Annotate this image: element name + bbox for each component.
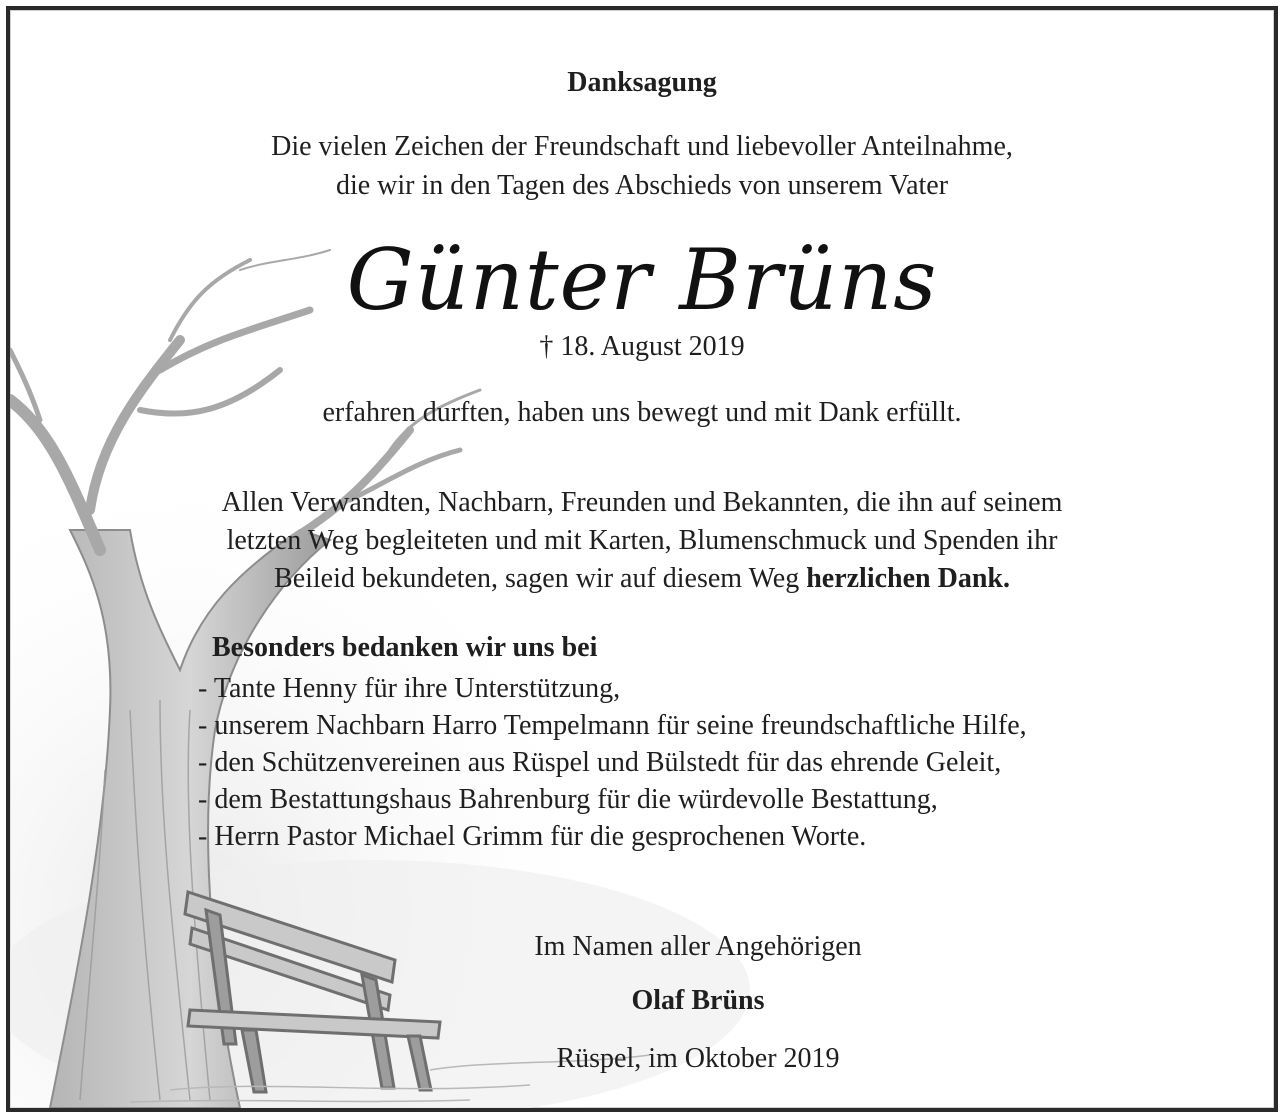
list-item: - den Schützenvereinen aus Rüspel und Bülstedt für das ehrende Geleit, <box>198 747 1002 778</box>
intro-line-2: die wir in den Tagen des Abschieds von unserem Vater <box>335 170 949 201</box>
place-date: Rüspel, im Oktober 2019 <box>556 1043 840 1074</box>
intro-line-1: Die vielen Zeichen der Freundschaft und liebevoller Anteilnahme, <box>271 131 1013 162</box>
deceased-name: Günter Brüns <box>346 231 938 329</box>
list-item: - Tante Henny für ihre Unterstützung, <box>198 673 621 704</box>
special-thanks-heading: Besonders bedanken wir uns bei <box>212 632 598 663</box>
death-date: † 18. August 2019 <box>539 331 745 362</box>
list-item: - Herrn Pastor Michael Grimm für die gesprochenen Worte. <box>198 821 867 852</box>
thanks-line-3 <box>10 560 1274 598</box>
list-item: - unserem Nachbarn Harro Tempelmann für seine freundschaftliche Hilfe, <box>198 710 1027 741</box>
after-name-text: erfahren durften, haben uns bewegt und mit Dank erfüllt. <box>322 397 962 428</box>
thanks-line-1: Allen Verwandten, Nachbarn, Freunden und Bekannten, die ihn auf seinem <box>221 487 1063 518</box>
thanks-line-2: letzten Weg begleiteten und mit Karten, Blumenschmuck und Spenden ihr <box>226 525 1058 556</box>
obituary-card <box>6 6 1278 1112</box>
thanks-emphasis: herzlichen Dank. <box>806 563 1010 594</box>
on-behalf-text: Im Namen aller Angehörigen <box>534 931 862 962</box>
special-thanks-list <box>198 670 1027 855</box>
signer-name: Olaf Brüns <box>631 985 765 1016</box>
heading: Danksagung <box>567 67 717 98</box>
list-item: - dem Bestattungshaus Bahrenburg für die würdevolle Bestattung, <box>198 784 938 815</box>
thanks-line-3-plain: Beileid bekundeten, sagen wir auf diesem Weg <box>274 563 807 594</box>
